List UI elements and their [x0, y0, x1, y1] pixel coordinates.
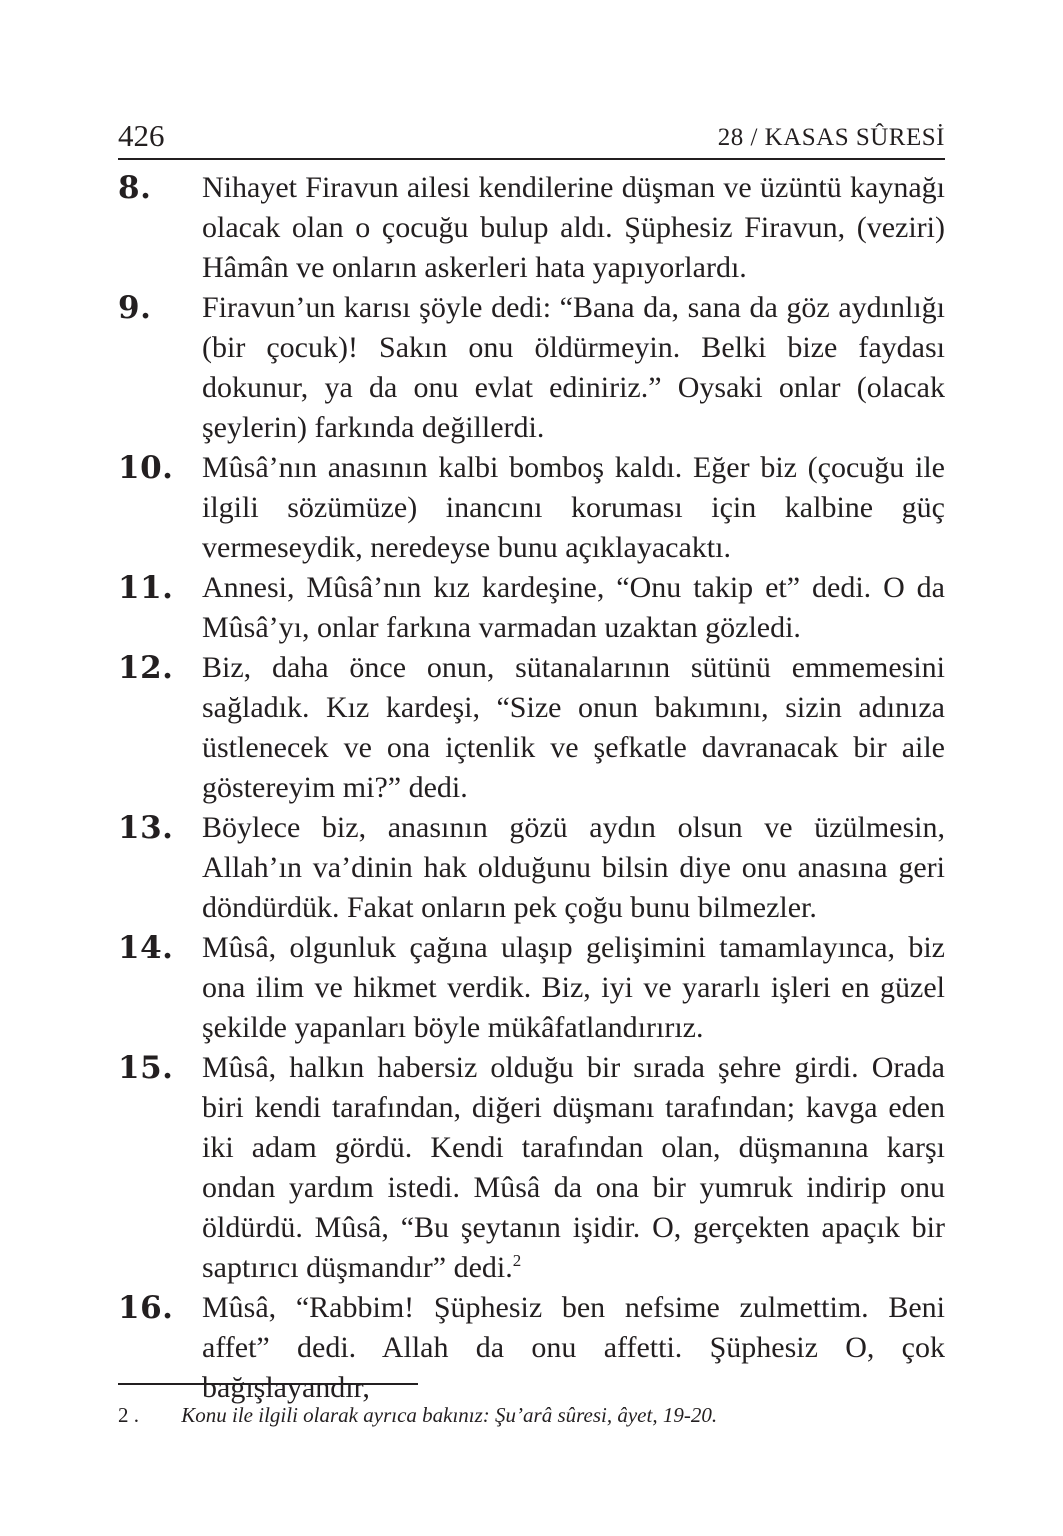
page-header: [118, 118, 945, 160]
footnote-reference[interactable]: 2: [512, 1251, 522, 1270]
verse-text: Mûsâ, “Rabbim! Şüphesiz ben nefsime zulmettim. Beni affet” dedi. Allah da onu affetti. Şüphesiz O, çok bağışlayandır,: [202, 1291, 945, 1404]
footnote: [118, 1400, 945, 1430]
verse-14: [118, 928, 945, 1048]
verse-number: 8.: [118, 170, 152, 206]
verse-number: 9.: [118, 290, 152, 326]
running-head: 28 / KASAS SÛRESİ: [717, 124, 945, 151]
footnote-text: Konu ile ilgili olarak ayrıca bakınız: Şu’arâ sûresi, âyet, 19-20.: [181, 1403, 718, 1427]
verse-text: Firavun’un karısı şöyle dedi: “Bana da, sana da göz aydınlığı (bir çocuk)! Sakın onu öldürmeyin. Belki bize faydası dokunur, ya da onu evlat ediniriz.” Oysaki onlar (olacak şeylerin) farkında değillerdi.: [202, 291, 945, 444]
verse-9: [118, 288, 945, 448]
verse-12: [118, 648, 945, 808]
verse-number: 13.: [118, 810, 174, 846]
verse-number: 14.: [118, 930, 174, 966]
verse-10: [118, 448, 945, 568]
verse-number: 10.: [118, 450, 174, 486]
footnote-divider: [118, 1383, 418, 1385]
footnote-mark: 2 .: [118, 1403, 139, 1427]
verse-text: Annesi, Mûsâ’nın kız kardeşine, “Onu takip et” dedi. O da Mûsâ’yı, onlar farkına varmadan uzaktan gözledi.: [202, 571, 945, 644]
verse-text: Mûsâ, olgunluk çağına ulaşıp gelişimini tamamlayınca, biz ona ilim ve hikmet verdik. Biz, iyi ve yararlı işleri en güzel şekilde yapanları böyle mükâfatlandırırız.: [202, 931, 945, 1044]
verse-number: 15.: [118, 1050, 174, 1086]
verse-text: Biz, daha önce onun, sütanalarının sütünü emmemesini sağladık. Kız kardeşi, “Size onun bakımını, sizin adınıza üstlenecek ve ona içtenlik ve şefkatle davranacak bir aile göstereyim mi?” dedi.: [202, 651, 945, 804]
verse-text: Nihayet Firavun ailesi kendilerine düşman ve üzüntü kaynağı olacak olan o çocuğu bulup aldı. Şüphesiz Firavun, (veziri) Hâmân ve onların askerleri hata yapıyorlardı.: [202, 171, 945, 284]
verse-15: [118, 1048, 945, 1288]
verse-text: Mûsâ’nın anasının kalbi bomboş kaldı. Eğer biz (çocuğu ile ilgili sözümüze) inancını koruması için kalbine güç vermeseydik, neredeyse bunu açıklayacaktı.: [202, 451, 945, 564]
verse-number: 11.: [118, 570, 174, 606]
verse-number: 16.: [118, 1290, 174, 1326]
verse-list: [118, 168, 945, 1408]
verse-11: [118, 568, 945, 648]
verse-16: [118, 1288, 945, 1408]
verse-text: Böylece biz, anasının gözü aydın olsun ve üzülmesin, Allah’ın va’dinin hak olduğunu bilsin diye onu anasına geri döndürdük. Fakat onların pek çoğu bunu bilmezler.: [202, 811, 945, 924]
verse-text: Mûsâ, halkın habersiz olduğu bir sırada şehre girdi. Orada biri kendi tarafından, diğeri düşmanı tarafından; kavga eden iki adam gördü. Kendi tarafından olan, düşmanına karşı ondan yardım istedi. Mûsâ da ona bir yumruk indirip onu öldürdü. Mûsâ, “Bu şeytanın işidir. O, gerçekten apaçık bir saptırıcı düşmandır” dedi.: [202, 1051, 945, 1284]
verse-number: 12.: [118, 650, 174, 686]
verse-13: [118, 808, 945, 928]
verse-8: [118, 168, 945, 288]
verse-text-with-footnote: [202, 1048, 945, 1288]
page-number: 426: [118, 118, 165, 153]
